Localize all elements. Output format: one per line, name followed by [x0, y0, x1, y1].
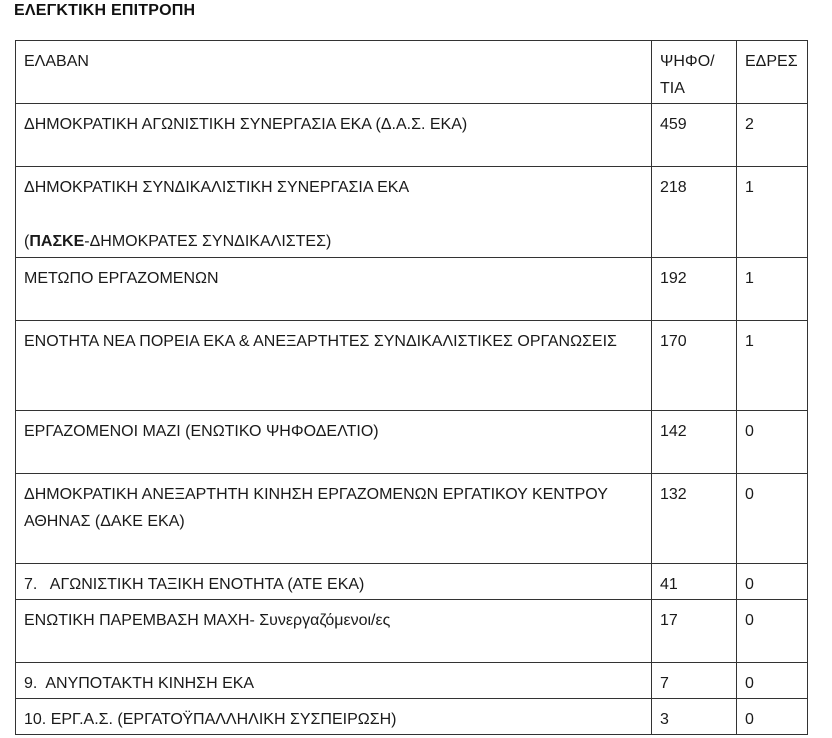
list-seats: 0: [737, 564, 808, 600]
table-row: [16, 564, 808, 600]
table-row: [16, 663, 808, 699]
table-row: [16, 258, 808, 321]
list-votes: 132: [652, 474, 737, 564]
list-votes: 17: [652, 600, 737, 663]
list-name-line1: ΔΗΜΟΚΡΑΤΙΚΗ ΣΥΝΔΙΚΑΛΙΣΤΙΚΗ ΣΥΝΕΡΓΑΣΙΑ ΕΚΑ: [24, 179, 410, 196]
list-name: ΔΗΜΟΚΡΑΤΙΚΗ ΑΝΕΞΑΡΤΗΤΗ ΚΙΝΗΣΗ ΕΡΓΑΖΟΜΕΝΩΝ ΕΡΓΑΤΙΚΟΥ ΚΕΝΤΡΟΥ ΑΘΗΝΑΣ (ΔΑΚΕ ΕΚΑ): [16, 474, 652, 564]
list-name: 9. ΑΝΥΠΟΤΑΚΤΗ ΚΙΝΗΣΗ ΕΚΑ: [16, 663, 652, 699]
list-seats: 1: [737, 321, 808, 411]
list-votes: 3: [652, 699, 737, 735]
list-name-paren: (: [24, 233, 30, 250]
table-row: [16, 600, 808, 663]
list-seats: 0: [737, 600, 808, 663]
list-name: ΕΝΟΤΗΤΑ ΝΕΑ ΠΟΡΕΙΑ ΕΚΑ & ΑΝΕΞΑΡΤΗΤΕΣ ΣΥΝΔΙΚΑΛΙΣΤΙΚΕΣ ΟΡΓΑΝΩΣΕΙΣ: [16, 321, 652, 411]
header-votes-line2: ΤΙΑ: [660, 80, 685, 97]
table-row: [16, 167, 808, 258]
table-row: [16, 699, 808, 735]
list-name-line2: [24, 228, 643, 255]
header-seats: ΕΔΡΕΣ: [737, 41, 808, 104]
results-table: [15, 40, 808, 735]
table-row: [16, 104, 808, 167]
header-votes: [652, 41, 737, 104]
list-votes: 41: [652, 564, 737, 600]
table-row: [16, 321, 808, 411]
list-name: ΕΡΓΑΖΟΜΕΝΟΙ ΜΑΖΙ (ΕΝΩΤΙΚΟ ΨΗΦΟΔΕΛΤΙΟ): [16, 411, 652, 474]
list-seats: 0: [737, 699, 808, 735]
header-list: ΕΛΑΒΑΝ: [16, 41, 652, 104]
list-votes: 170: [652, 321, 737, 411]
list-votes: 192: [652, 258, 737, 321]
list-votes: 218: [652, 167, 737, 258]
list-name: ΕΝΩΤΙΚΗ ΠΑΡΕΜΒΑΣΗ ΜΑΧΗ- Συνεργαζόμενοι/ες: [16, 600, 652, 663]
list-name: 10. ΕΡΓ.Α.Σ. (ΕΡΓΑΤΟΫΠΑΛΛΗΛΙΚΗ ΣΥΣΠΕΙΡΩΣΗ): [16, 699, 652, 735]
list-votes: 459: [652, 104, 737, 167]
list-name-bold: ΠΑΣΚΕ: [29, 233, 85, 250]
list-seats: 1: [737, 167, 808, 258]
list-seats: 2: [737, 104, 808, 167]
list-votes: 142: [652, 411, 737, 474]
header-votes-line1: ΨΗΦΟ/: [660, 53, 715, 70]
list-name: ΔΗΜΟΚΡΑΤΙΚΗ ΑΓΩΝΙΣΤΙΚΗ ΣΥΝΕΡΓΑΣΙΑ ΕΚΑ (Δ.Α.Σ. ΕΚΑ): [16, 104, 652, 167]
list-votes: 7: [652, 663, 737, 699]
table-header-row: [16, 41, 808, 104]
list-name: 7. ΑΓΩΝΙΣΤΙΚΗ ΤΑΞΙΚΗ ΕΝΟΤΗΤΑ (ΑΤΕ ΕΚΑ): [16, 564, 652, 600]
list-name: ΜΕΤΩΠΟ ΕΡΓΑΖΟΜΕΝΩΝ: [16, 258, 652, 321]
table-row: [16, 474, 808, 564]
list-seats: 1: [737, 258, 808, 321]
list-seats: 0: [737, 411, 808, 474]
list-seats: 0: [737, 663, 808, 699]
section-heading: ΕΛΕΓΚΤΙΚΗ ΕΠΙΤΡΟΠΗ: [14, 2, 196, 19]
table-row: [16, 411, 808, 474]
list-name: [16, 167, 652, 258]
list-name-rest: -ΔΗΜΟΚΡΑΤΕΣ ΣΥΝΔΙΚΑΛΙΣΤΕΣ): [84, 233, 332, 250]
list-seats: 0: [737, 474, 808, 564]
